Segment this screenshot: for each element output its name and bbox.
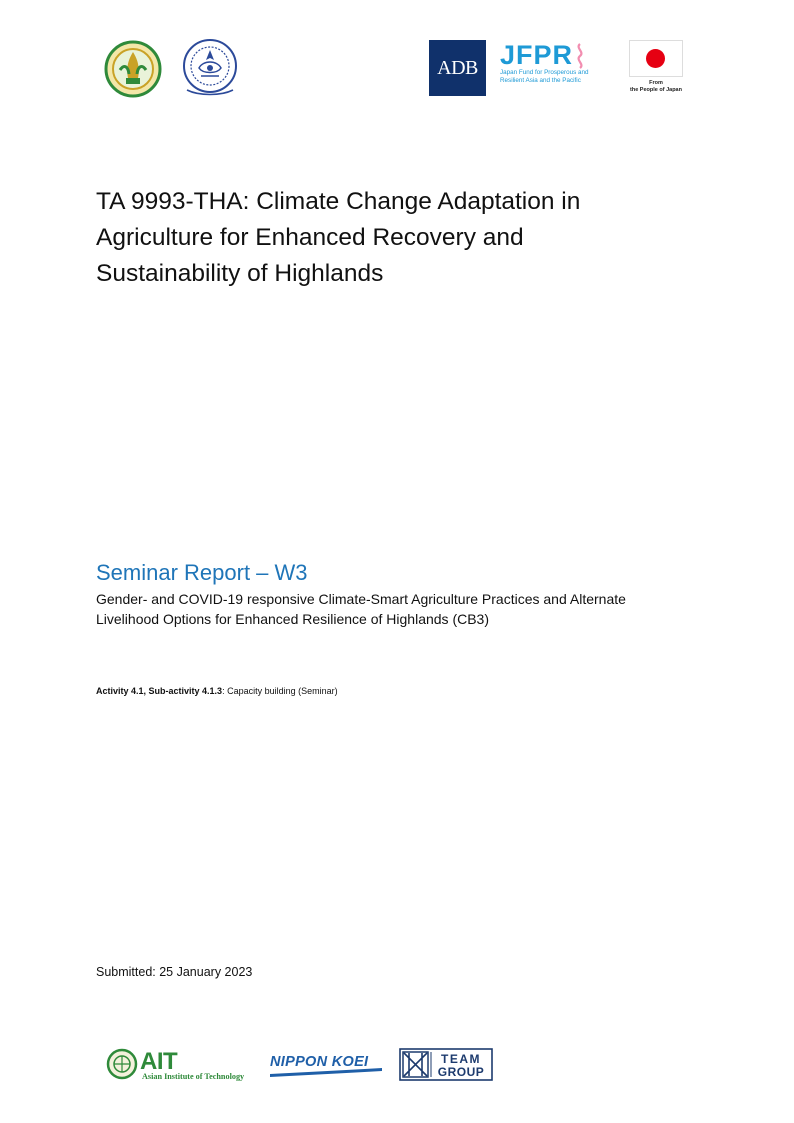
ait-logo-name: Asian Institute of Technology bbox=[142, 1072, 245, 1081]
activity-text: : Capacity building (Seminar) bbox=[222, 686, 338, 696]
japan-aid-line1: From bbox=[649, 80, 663, 86]
adb-logo-text: ADB bbox=[437, 56, 478, 79]
document-title: TA 9993-THA: Climate Change Adaptation in Agriculture for Enhanced Recovery and Sustainability of Highlands bbox=[96, 188, 581, 287]
jfpr-logo bbox=[500, 42, 605, 92]
report-subtitle: Gender- and COVID-19 responsive Climate-Smart Agriculture Practices and Alternate Livelihood Options for Enhanced Resilience of Highlands (CB3) bbox=[96, 591, 626, 627]
jfpr-logo-line2: Resilient Asia and the Pacific bbox=[500, 76, 581, 84]
jfpr-logo-line1: Japan Fund for Prosperous and bbox=[500, 69, 589, 76]
nippon-koei-wordmark: NIPPON KOEI bbox=[270, 1054, 369, 1070]
activity-label: Activity 4.1, Sub-activity 4.1.3 bbox=[96, 686, 223, 696]
japan-flag-icon bbox=[629, 40, 683, 77]
activity-line bbox=[96, 685, 338, 697]
japan-aid-logo bbox=[624, 40, 688, 98]
nippon-koei-logo bbox=[268, 1050, 386, 1080]
submitted-date: Submitted: 25 January 2023 bbox=[96, 965, 253, 979]
jfpr-logo-wordmark: JFPR bbox=[500, 40, 574, 70]
jfpr-ribbon-icon bbox=[574, 43, 586, 69]
moac-emblem-logo bbox=[104, 40, 162, 98]
team-group-logo bbox=[399, 1048, 493, 1081]
adb-logo bbox=[429, 40, 486, 96]
ait-logo-abbr: AIT bbox=[140, 1048, 178, 1075]
thai-government-seal-logo bbox=[181, 38, 239, 98]
japan-aid-line2: the People of Japan bbox=[630, 86, 682, 93]
team-group-line2: GROUP bbox=[437, 1065, 485, 1079]
report-title: Seminar Report – W3 bbox=[96, 560, 308, 585]
team-group-line1: TEAM bbox=[441, 1052, 481, 1066]
ait-logo bbox=[106, 1046, 252, 1082]
